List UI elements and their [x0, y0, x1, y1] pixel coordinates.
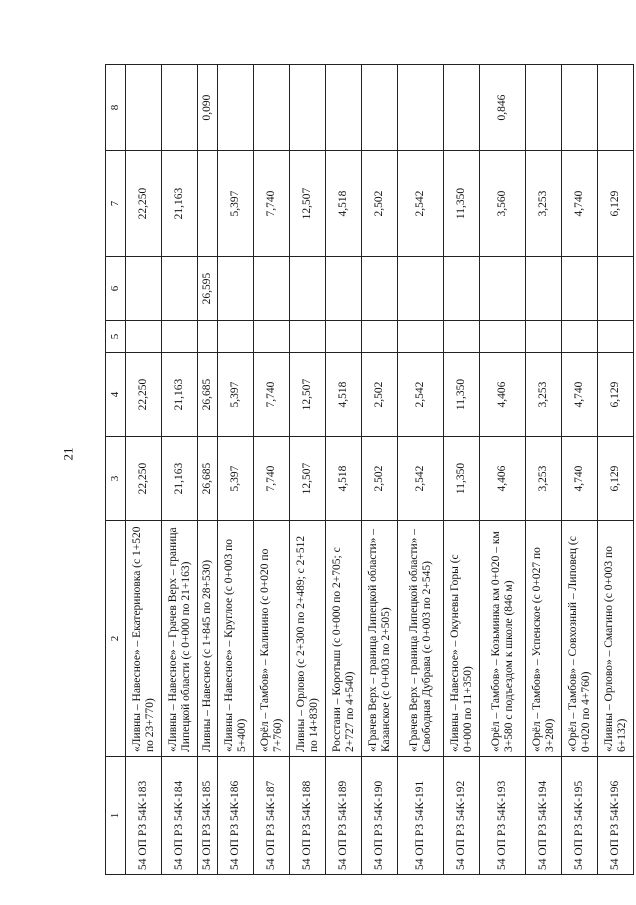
road-name-cell: «Ливны – Навесное» – Окуневы Горы (с 0+000 по 11+350): [444, 521, 480, 757]
length-col6-cell: [126, 257, 162, 321]
length-cell: 4,740: [562, 353, 598, 437]
table-row: [126, 65, 162, 875]
length-col8-cell: [254, 65, 290, 151]
road-id-cell: 54 ОП РЗ 54К-194: [526, 757, 562, 875]
road-id-cell: 54 ОП РЗ 54К-189: [326, 757, 362, 875]
length-cell: 21,163: [162, 353, 198, 437]
length-col8-cell: [562, 65, 598, 151]
table-row: [480, 65, 526, 875]
total-length-cell: 22,250: [126, 437, 162, 521]
length-col8-cell: 0,846: [480, 65, 526, 151]
length-col5-cell: [398, 321, 444, 353]
road-id-cell: 54 ОП РЗ 54К-196: [598, 757, 634, 875]
length-col6-cell: [218, 257, 254, 321]
length-col6-cell: [398, 257, 444, 321]
page-number: 21: [60, 447, 76, 461]
length-col8-cell: [162, 65, 198, 151]
length-col7-cell: 2,502: [362, 151, 398, 257]
road-name-cell: «Орёл – Тамбов» – Козьминка км 0+020 – км 3+580 с подъездом к школе (846 м): [480, 521, 526, 757]
length-col5-cell: [326, 321, 362, 353]
length-cell: 22,250: [126, 353, 162, 437]
length-col8-cell: [126, 65, 162, 151]
length-col7-cell: 4,740: [562, 151, 598, 257]
length-col5-cell: [562, 321, 598, 353]
length-col7-cell: 21,163: [162, 151, 198, 257]
table-row: [162, 65, 198, 875]
road-name-cell: Ливны – Навесное (с 1+845 по 28+530): [198, 521, 218, 757]
table-row: [598, 65, 634, 875]
length-col8-cell: [218, 65, 254, 151]
length-col8-cell: [290, 65, 326, 151]
total-length-cell: 2,542: [398, 437, 444, 521]
length-col8-cell: [398, 65, 444, 151]
length-col5-cell: [162, 321, 198, 353]
rotated-table-wrapper: [105, 65, 628, 875]
table-row: [198, 65, 218, 875]
road-name-cell: «Орёл – Тамбов» – Калинино (с 0+020 по 7+760): [254, 521, 290, 757]
length-col6-cell: [362, 257, 398, 321]
road-id-cell: 54 ОП РЗ 54К-187: [254, 757, 290, 875]
length-col8-cell: [326, 65, 362, 151]
length-col8-cell: [598, 65, 634, 151]
road-id-cell: 54 ОП РЗ 54К-192: [444, 757, 480, 875]
length-col7-cell: 11,350: [444, 151, 480, 257]
road-id-cell: 54 ОП РЗ 54К-183: [126, 757, 162, 875]
length-col8-cell: [526, 65, 562, 151]
length-col7-cell: 5,397: [218, 151, 254, 257]
header-cell: 1: [106, 757, 126, 875]
road-id-cell: 54 ОП РЗ 54К-195: [562, 757, 598, 875]
road-name-cell: «Ливны – Орлово» – Смагино (с 0+003 по 6+132): [598, 521, 634, 757]
total-length-cell: 7,740: [254, 437, 290, 521]
length-col7-cell: 22,250: [126, 151, 162, 257]
road-name-cell: «Ливны – Навесное» – Грачев Верх – граница Липецкой области (с 0+000 по 21+163): [162, 521, 198, 757]
road-id-cell: 54 ОП РЗ 54К-193: [480, 757, 526, 875]
length-col6-cell: [254, 257, 290, 321]
length-col6-cell: [326, 257, 362, 321]
length-col6-cell: [480, 257, 526, 321]
total-length-cell: 11,350: [444, 437, 480, 521]
length-cell: 7,740: [254, 353, 290, 437]
table-row: [362, 65, 398, 875]
road-name-cell: Ливны – Орлово (с 2+300 по 2+489; с 2+512 по 14+830): [290, 521, 326, 757]
length-col6-cell: 26,595: [198, 257, 218, 321]
length-col7-cell: [198, 151, 218, 257]
length-col7-cell: 7,740: [254, 151, 290, 257]
length-col6-cell: [526, 257, 562, 321]
total-length-cell: 4,518: [326, 437, 362, 521]
length-cell: 26,685: [198, 353, 218, 437]
length-col5-cell: [290, 321, 326, 353]
road-name-cell: Росстани – Коротыш (с 0+000 по 2+705; с 2+727 по 4+540): [326, 521, 362, 757]
length-col8-cell: 0,090: [198, 65, 218, 151]
table-row: [254, 65, 290, 875]
length-cell: 4,406: [480, 353, 526, 437]
length-cell: 11,350: [444, 353, 480, 437]
length-cell: 12,507: [290, 353, 326, 437]
table-row: [218, 65, 254, 875]
road-id-cell: 54 ОП РЗ 54К-184: [162, 757, 198, 875]
length-col7-cell: 4,518: [326, 151, 362, 257]
header-cell: 8: [106, 65, 126, 151]
total-length-cell: 4,406: [480, 437, 526, 521]
table-row: [398, 65, 444, 875]
road-name-cell: «Грачев Верх – граница Липецкой области» – Свободная Дубрава (с 0+003 по 2+545): [398, 521, 444, 757]
length-col5-cell: [526, 321, 562, 353]
road-id-cell: 54 ОП РЗ 54К-185: [198, 757, 218, 875]
length-col5-cell: [198, 321, 218, 353]
length-cell: 5,397: [218, 353, 254, 437]
header-cell: 6: [106, 257, 126, 321]
length-col7-cell: 3,253: [526, 151, 562, 257]
length-col7-cell: 6,129: [598, 151, 634, 257]
header-cell: 7: [106, 151, 126, 257]
table-row: [562, 65, 598, 875]
road-id-cell: 54 ОП РЗ 54К-190: [362, 757, 398, 875]
length-col6-cell: [162, 257, 198, 321]
table-row: [290, 65, 326, 875]
road-name-cell: «Грачев Верх – граница Липецкой области» – Казанское (с 0+003 по 2+505): [362, 521, 398, 757]
table-row: [326, 65, 362, 875]
length-col5-cell: [254, 321, 290, 353]
length-col7-cell: 2,542: [398, 151, 444, 257]
road-name-cell: «Ливны – Навесное» – Екатериновка (с 1+520 по 23+770): [126, 521, 162, 757]
length-col7-cell: 3,560: [480, 151, 526, 257]
total-length-cell: 2,502: [362, 437, 398, 521]
length-cell: 6,129: [598, 353, 634, 437]
table-row: [526, 65, 562, 875]
road-name-cell: «Ливны – Навесное» – Круглое (с 0+003 по 5+400): [218, 521, 254, 757]
total-length-cell: 3,253: [526, 437, 562, 521]
road-id-cell: 54 ОП РЗ 54К-186: [218, 757, 254, 875]
total-length-cell: 6,129: [598, 437, 634, 521]
length-col6-cell: [444, 257, 480, 321]
road-name-cell: «Орёл – Тамбов» – Успенское (с 0+027 по 3+280): [526, 521, 562, 757]
total-length-cell: 26,685: [198, 437, 218, 521]
length-col6-cell: [290, 257, 326, 321]
table-header-row: [106, 65, 126, 875]
road-id-cell: 54 ОП РЗ 54К-188: [290, 757, 326, 875]
table-row: [444, 65, 480, 875]
header-cell: 4: [106, 353, 126, 437]
length-col5-cell: [126, 321, 162, 353]
total-length-cell: 12,507: [290, 437, 326, 521]
length-col7-cell: 12,507: [290, 151, 326, 257]
length-cell: 3,253: [526, 353, 562, 437]
length-col5-cell: [362, 321, 398, 353]
length-col5-cell: [444, 321, 480, 353]
road-registry-table: [105, 64, 634, 875]
length-cell: 2,502: [362, 353, 398, 437]
length-cell: 2,542: [398, 353, 444, 437]
header-cell: 5: [106, 321, 126, 353]
length-col5-cell: [598, 321, 634, 353]
length-col6-cell: [598, 257, 634, 321]
length-cell: 4,518: [326, 353, 362, 437]
header-cell: 3: [106, 437, 126, 521]
total-length-cell: 5,397: [218, 437, 254, 521]
road-name-cell: «Орёл – Тамбов» – Совхозный – Липовец (с 0+020 по 4+760): [562, 521, 598, 757]
length-col6-cell: [562, 257, 598, 321]
length-col8-cell: [444, 65, 480, 151]
total-length-cell: 4,740: [562, 437, 598, 521]
total-length-cell: 21,163: [162, 437, 198, 521]
length-col5-cell: [480, 321, 526, 353]
road-id-cell: 54 ОП РЗ 54К-191: [398, 757, 444, 875]
length-col5-cell: [218, 321, 254, 353]
length-col8-cell: [362, 65, 398, 151]
header-cell: 2: [106, 521, 126, 757]
